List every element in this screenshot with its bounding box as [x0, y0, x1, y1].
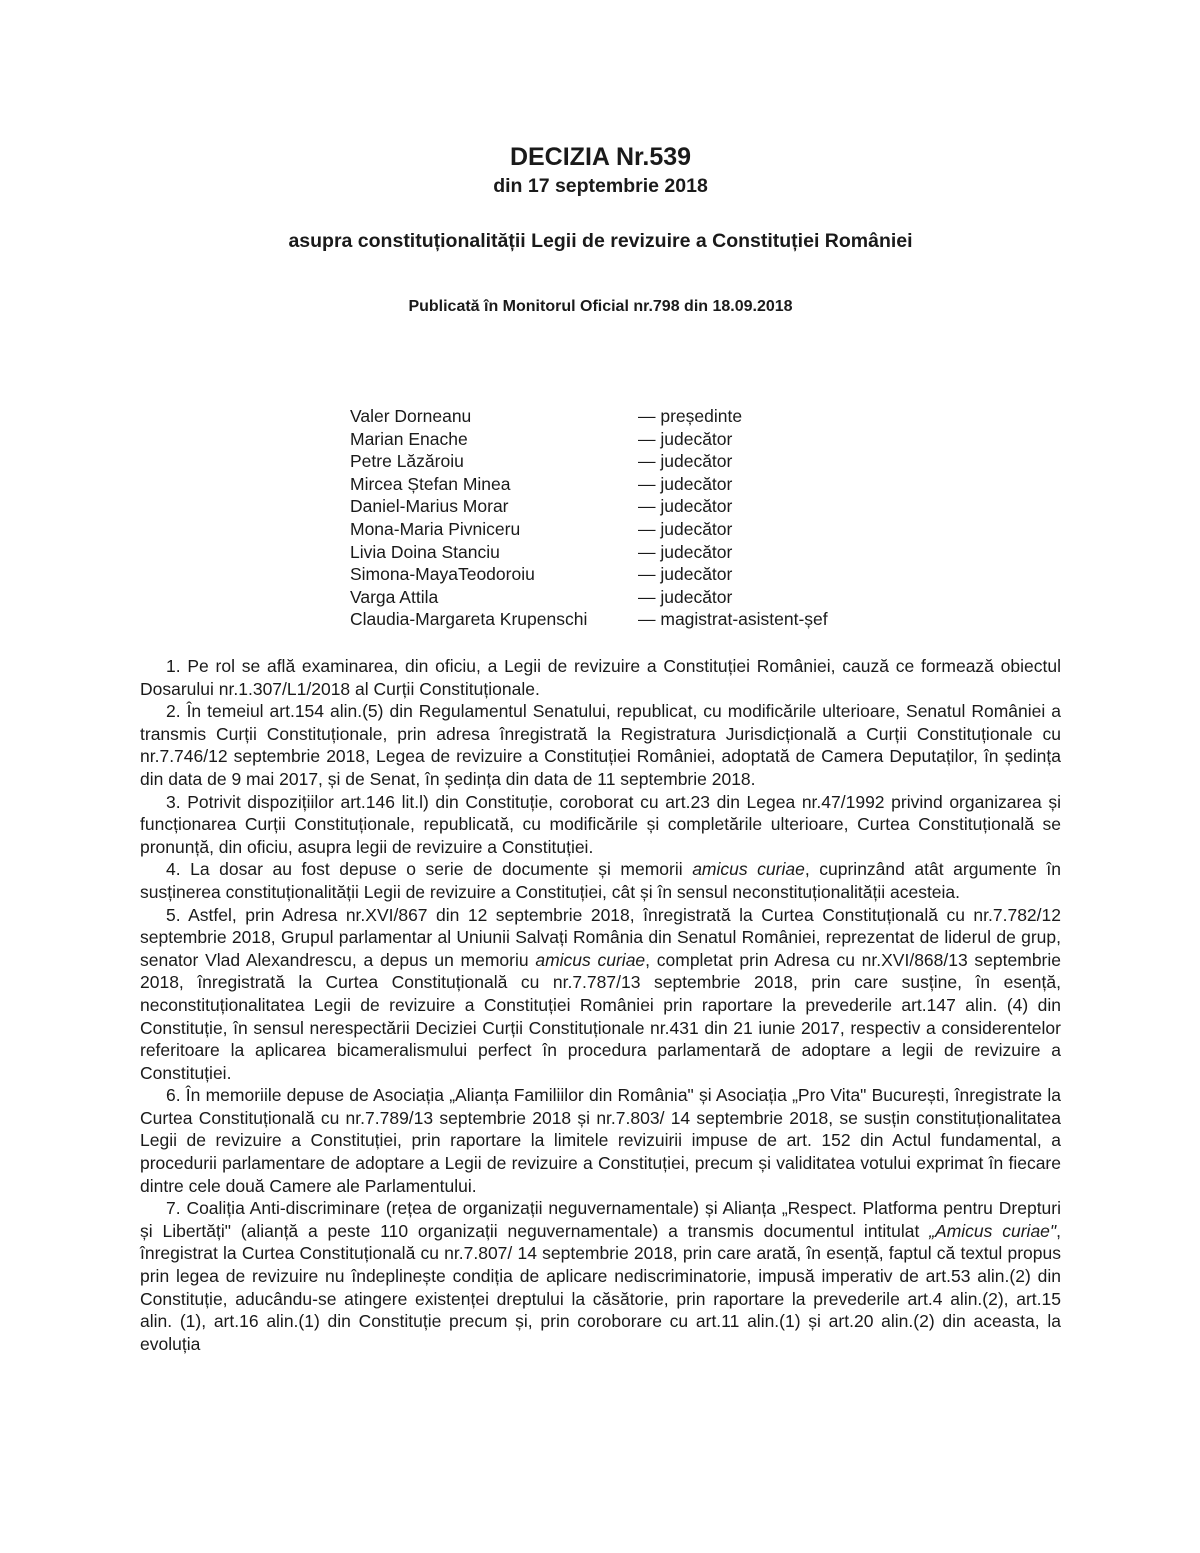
member-role: — judecător — [638, 451, 733, 472]
paragraph-2: 2. În temeiul art.154 alin.(5) din Regulamentul Senatului, republicat, cu modificările ulterioare, Senatul României a transmis Curții Constituționale, prin adresa înregistrată la Registratura Jurisdicțională a Curții Constituționale cu nr.7.746/12 septembrie 2018, Legea de revizuire a Constituției României, adoptată de Camera Deputaților, în ședința din data de 9 mai 2017, și de Senat, în ședința din data de 11 septembrie 2018. — [140, 701, 1061, 789]
paragraph-3: 3. Potrivit dispozițiilor art.146 lit.l) din Constituție, coroborat cu art.23 din Legea nr.47/1992 privind organizarea și funcționarea Curții Constituționale, republicată, cu modificările și completările ulterioare, Curtea Constituțională se pronunță, din oficiu, asupra legii de revizuire a Constituției. — [140, 791, 1061, 857]
member-name: Claudia-Margareta Krupenschi — [350, 609, 588, 630]
member-role: — judecător — [638, 564, 733, 585]
member-name: Marian Enache — [350, 428, 468, 449]
member-role: — președinte — [638, 406, 743, 426]
decision-subject: asupra constituționalității Legii de revizuire a Constituției României — [288, 230, 913, 252]
panel-member — [350, 518, 828, 541]
paragraph-4 — [140, 858, 1061, 903]
paragraph-5-latin: amicus curiae — [535, 949, 646, 970]
panel-member — [350, 473, 828, 496]
paragraph-4-latin: amicus curiae — [692, 859, 805, 880]
panel-member — [350, 541, 828, 564]
publication-note: Publicată în Monitorul Oficial nr.798 din 18.09.2018 — [408, 298, 793, 315]
decision-body — [140, 655, 1061, 1355]
decision-date: din 17 septembrie 2018 — [493, 175, 708, 197]
member-name: Mircea Ștefan Minea — [350, 473, 511, 494]
paragraph-7-latin: „Amicus curiae" — [929, 1220, 1057, 1241]
panel-member — [350, 495, 828, 518]
paragraph-7 — [140, 1197, 1061, 1355]
member-name: Petre Lăzăroiu — [350, 451, 464, 472]
paragraph-7-text: 7. Coaliția Anti-discriminare (rețea de organizații neguvernamentale) și Alianța „Respect. Platforma pentru Drepturi și Libertăți" (alianță a peste 110 organizații neguvernamentale) a transmis documentul intitulat — [140, 1198, 1061, 1241]
member-role: — judecător — [638, 428, 733, 449]
panel-member — [350, 428, 828, 451]
member-role: — magistrat-asistent-șef — [638, 609, 828, 630]
paragraph-5-text-cont: , completat prin Adresa cu nr.XVI/868/13 septembrie 2018, înregistrată la Curtea Constituțională cu nr.7.787/13 septembrie 2018, prin care susține, în esență, neconstituționalitatea Legii de revizuire a Constituției României prin raportare la prevederile art.147 alin. (4) din Constituție, în sensul nerespectării Deciziei Curții Constituționale nr.431 din 21 iunie 2017, respectiv a considerentelor referitoare la aplicarea bicameralismului perfect în procedura parlamentară de adoptare a legii de revizuire a Constituției. — [140, 949, 1062, 1083]
member-name: Daniel-Marius Morar — [350, 496, 509, 517]
panel-member — [350, 608, 828, 631]
paragraph-4-text-cont: , cuprinzând atât argumente în susținerea constituționalității Legii de revizuire a Constituției, cât și în sensul neconstituționalității acesteia. — [140, 859, 1061, 902]
member-role: — judecător — [638, 496, 733, 517]
member-role: — judecător — [638, 518, 733, 539]
member-name: Varga Attila — [350, 586, 439, 607]
court-panel — [350, 405, 828, 631]
member-name: Simona-MayaTeodoroiu — [350, 564, 535, 585]
panel-member — [350, 586, 828, 609]
paragraph-5-text: 5. Astfel, prin Adresa nr.XVI/867 din 12 septembrie 2018, înregistrată la Curtea Constituțională cu nr.7.782/12 septembrie 2018, Grupul parlamentar al Uniunii Salvați România din Senatul României, reprezentat de liderul de grup, senator Vlad Alexandrescu, a depus un memoriu — [140, 904, 1061, 970]
member-name: Mona-Maria Pivniceru — [350, 518, 521, 539]
member-role: — judecător — [638, 541, 733, 562]
panel-member — [350, 450, 828, 473]
paragraph-6: 6. În memoriile depuse de Asociația „Alianța Familiilor din România" și Asociația „Pro Vita" București, înregistrate la Curtea Constituțională cu nr.7.789/13 septembrie 2018 și nr.7.803/ 14 septembrie 2018, se susțin constituționalitatea Legii de revizuire a Constituției, prin raportare la limitele revizuirii impuse de art. 152 din Actul fundamental, a procedurii parlamentare de adoptare a Legii de revizuire a Constituției, precum și validitatea votului exprimat în fiecare dintre cele două Camere ale Parlamentului. — [140, 1085, 1061, 1196]
paragraph-1: 1. Pe rol se află examinarea, din oficiu, a Legii de revizuire a Constituției României, cauză ce formează obiectul Dosarului nr.1.307/L1/2018 al Curții Constituționale. — [140, 656, 1061, 699]
paragraph-7-text-cont: , înregistrat la Curtea Constituțională cu nr.7.807/ 14 septembrie 2018, prin care arată, în esență, faptul că textul propus prin legea de revizuire nu îndeplinește condiția de aplicare nediscriminatorie, impusă imperativ de art.53 alin.(2) din Constituție, aducându-se atingere existenței dreptului la căsătorie, prin raportare la prevederile art.4 alin.(2), art.15 alin. (1), art.16 alin.(1) din Constituție precum și, prin coroborare cu art.11 alin.(1) și art.20 alin.(2) din aceasta, la evoluția — [140, 1220, 1061, 1354]
member-name: Livia Doina Stanciu — [350, 541, 500, 562]
panel-member — [350, 563, 828, 586]
decision-title: DECIZIA Nr.539 — [509, 143, 692, 171]
panel-member — [350, 405, 828, 428]
member-name: Valer Dorneanu — [350, 406, 472, 426]
member-role: — judecător — [638, 586, 733, 607]
member-role: — judecător — [638, 473, 733, 494]
paragraph-5 — [140, 904, 1061, 1085]
paragraph-4-text: 4. La dosar au fost depuse o serie de documente și memorii — [166, 859, 693, 880]
